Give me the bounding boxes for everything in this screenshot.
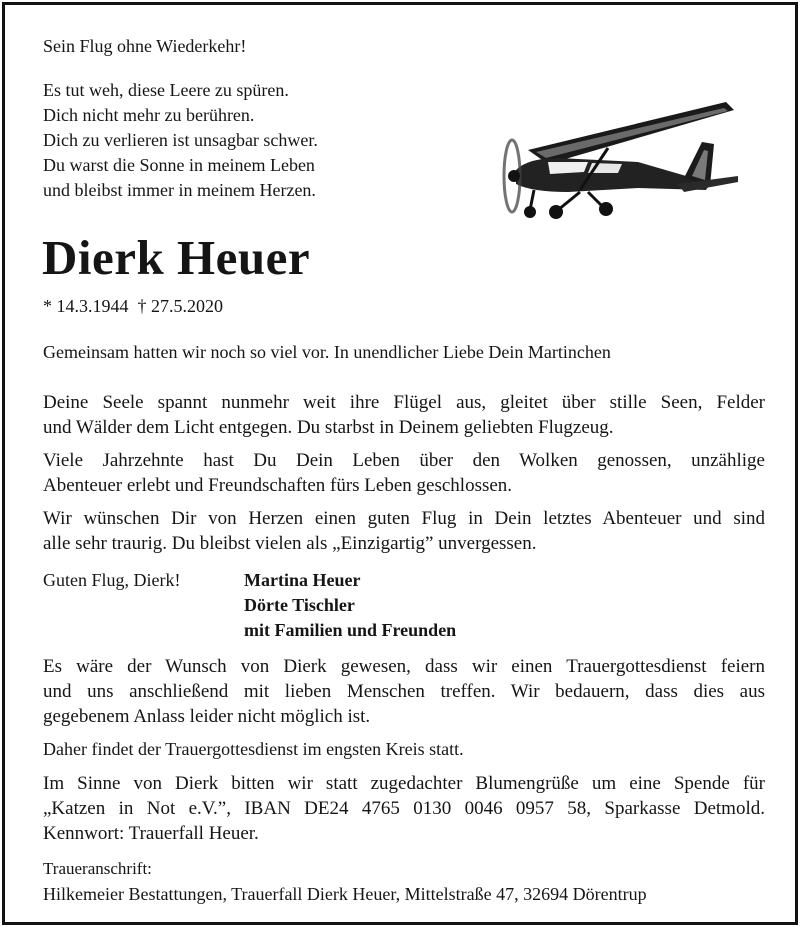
life-dates: * 14.3.1944 † 27.5.2020 [43,296,223,316]
paragraph-line: alle sehr traurig. Du bleibst vielen als „Einzigartig” unvergessen. [43,533,537,554]
signer: mit Familien und Freunden [244,620,457,640]
address-label: Traueranschrift: [43,859,152,878]
airplane-icon [488,92,738,222]
farewell: Guten Flug, Dierk! [43,570,181,590]
dedication: Gemeinsam hatten wir noch so viel vor. In unendlicher Liebe Dein Martinchen [43,342,611,362]
notice-line: gegebenem Anlass leider nicht möglich ist. [43,706,371,727]
signer: Martina Heuer [244,570,361,590]
donation-line: „Katzen in Not e.V.”, IBAN DE24 4765 0130 0046 0957 58, Sparkasse Detmold. [43,798,765,819]
service-note: Daher findet der Trauergottesdienst im engsten Kreis statt. [43,739,464,759]
poem-line: Du warst die Sonne in meinem Leben [43,155,315,175]
address: Hilkemeier Bestattungen, Trauerfall Dierk Heuer, Mittelstraße 47, 32694 Dörentrup [43,884,647,904]
poem-line: Es tut weh, diese Leere zu spüren. [43,80,289,100]
paragraph-line: Wir wünschen Dir von Herzen einen guten Flug in Dein letztes Abenteuer und sind [43,508,765,529]
poem-line: Dich zu verlieren ist unsagbar schwer. [43,130,318,150]
donation-line: Im Sinne von Dierk bitten wir statt zugedachter Blumengrüße um eine Spende für [43,773,765,794]
signer: Dörte Tischler [244,595,355,615]
notice-line: und uns anschließend mit lieben Menschen treffen. Wir bedauern, dass dies aus [43,681,765,702]
paragraph-line: Abenteuer erlebt und Freundschaften fürs Leben geschlossen. [43,475,513,496]
poem-line: Dich nicht mehr zu berühren. [43,105,255,125]
paragraph-line: und Wälder dem Licht entgegen. Du starbst in Deinem geliebten Flugzeug. [43,417,614,438]
poem-line: und bleibst immer in meinem Herzen. [43,180,316,200]
deceased-name: Dierk Heuer [42,230,311,285]
paragraph-line: Viele Jahrzehnte hast Du Dein Leben über den Wolken genossen, unzählige [43,450,765,471]
notice-line: Es wäre der Wunsch von Dierk gewesen, dass wir einen Trauergottesdienst feiern [43,656,765,677]
donation-line: Kennwort: Trauerfall Heuer. [43,823,259,844]
paragraph-line: Deine Seele spannt nunmehr weit ihre Flügel aus, gleitet über stille Seen, Felder [43,392,765,413]
motto: Sein Flug ohne Wiederkehr! [43,36,247,56]
